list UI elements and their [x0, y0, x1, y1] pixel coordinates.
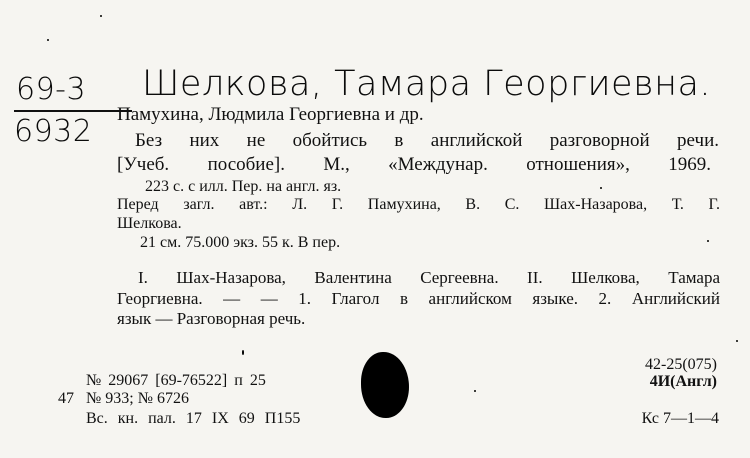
- tracing-line-3: язык — Разговорная речь.: [117, 309, 306, 328]
- title-line-2: [Учеб. пособие]. М., «Междунар. отношения», 1969.: [117, 154, 711, 175]
- ink-blot: [361, 352, 409, 418]
- handwritten-author-heading: Шелкова, Тамара Георгиевна.: [142, 64, 712, 104]
- title-line-1: Без них не обойтись в английской разговорной речи.: [135, 130, 719, 151]
- authors-note-line-2: Шелкова.: [117, 215, 182, 232]
- ink-speck: [47, 39, 49, 41]
- classification-code: 4И(Англ): [649, 373, 717, 390]
- call-number-top: 69-3: [16, 72, 87, 107]
- call-number-bottom: 6932: [14, 114, 93, 149]
- ink-speck: [100, 15, 102, 17]
- ink-speck: [736, 340, 738, 342]
- ink-speck: [707, 240, 709, 242]
- tracing-line-2: Георгиевна. — — 1. Глагол в английском языке. 2. Английский: [117, 289, 720, 308]
- tracing-line-1: I. Шах-Назарова, Валентина Сергеевна. II. Шелкова, Тамара: [138, 268, 720, 287]
- ink-speck: [474, 390, 476, 392]
- ink-speck: [600, 187, 602, 189]
- footer-chamber-stamp: Вс. кн. пал. 17 IX 69 П155: [86, 410, 301, 427]
- authors-note-line-1: Перед загл. авт.: Л. Г. Памухина, В. С. Шах-Назарова, Т. Г.: [117, 196, 720, 213]
- footer-record-number: № 29067 [69-76522] п 25: [86, 372, 266, 389]
- classification-number: 42-25(075): [645, 356, 717, 373]
- footer-order-numbers: № 933; № 6726: [86, 390, 189, 407]
- collation-note: 223 с. с илл. Пер. на англ. яз.: [145, 178, 342, 195]
- ink-speck: [242, 350, 244, 355]
- footer-prefix-number: 47: [58, 390, 74, 407]
- main-entry-author: Памухина, Людмила Георгиевна и др.: [117, 104, 424, 125]
- call-number-underline: [14, 110, 132, 112]
- card-series-code: Кс 7—1—4: [641, 410, 719, 427]
- physical-description: 21 см. 75.000 экз. 55 к. В пер.: [140, 234, 341, 251]
